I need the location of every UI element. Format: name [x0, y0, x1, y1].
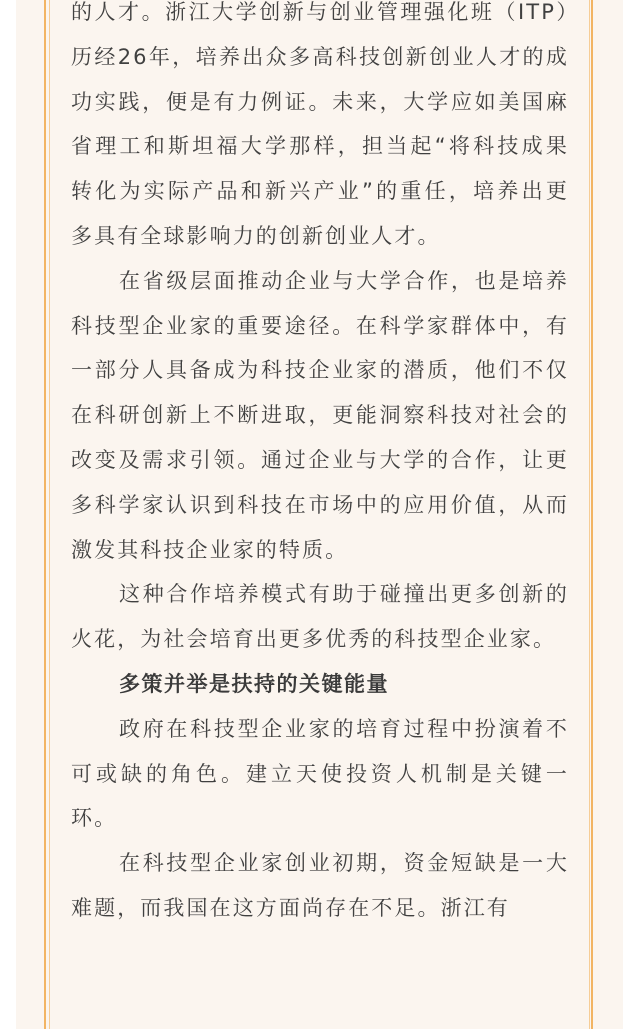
left-border-inner-line — [49, 0, 50, 1029]
paragraph: 在省级层面推动企业与大学合作，也是培养科技型企业家的重要途径。在科学家群体中，有一部分人具备成为科技企业家的潜质，他们不仅在科研创新上不断进取，更能洞察科技对社会的改变及需求引领。通过企业与大学的合作，让更多科学家认识到科技在市场中的应用价值，从而激发其科技企业家的特质。 — [71, 268, 569, 562]
right-border-inner-line — [589, 0, 590, 1029]
section-heading: 多策并举是扶持的关键能量 — [119, 671, 389, 696]
right-border-line — [591, 0, 593, 1029]
paragraph: 的人才。浙江大学创新与创业管理强化班（ITP）历经26年，培养出众多高科技创新创业人才的成功实践，便是有力例证。未来，大学应如美国麻省理工和斯坦福大学那样，担当起“将科技成果转化为实际产品和新兴产业”的重任，培养出更多具有全球影响力的创新创业人才。 — [71, 0, 569, 248]
paragraph: 政府在科技型企业家的培育过程中扮演着不可或缺的角色。建立天使投资人机制是关键一环。 — [71, 716, 569, 831]
article-body — [71, 0, 569, 931]
paragraph: 这种合作培养模式有助于碰撞出更多创新的火花，为社会培育出更多优秀的科技型企业家。 — [71, 582, 569, 652]
left-border-line — [44, 0, 46, 1029]
paragraph: 在科技型企业家创业初期，资金短缺是一大难题，而我国在这方面尚存在不足。浙江有 — [71, 851, 569, 920]
